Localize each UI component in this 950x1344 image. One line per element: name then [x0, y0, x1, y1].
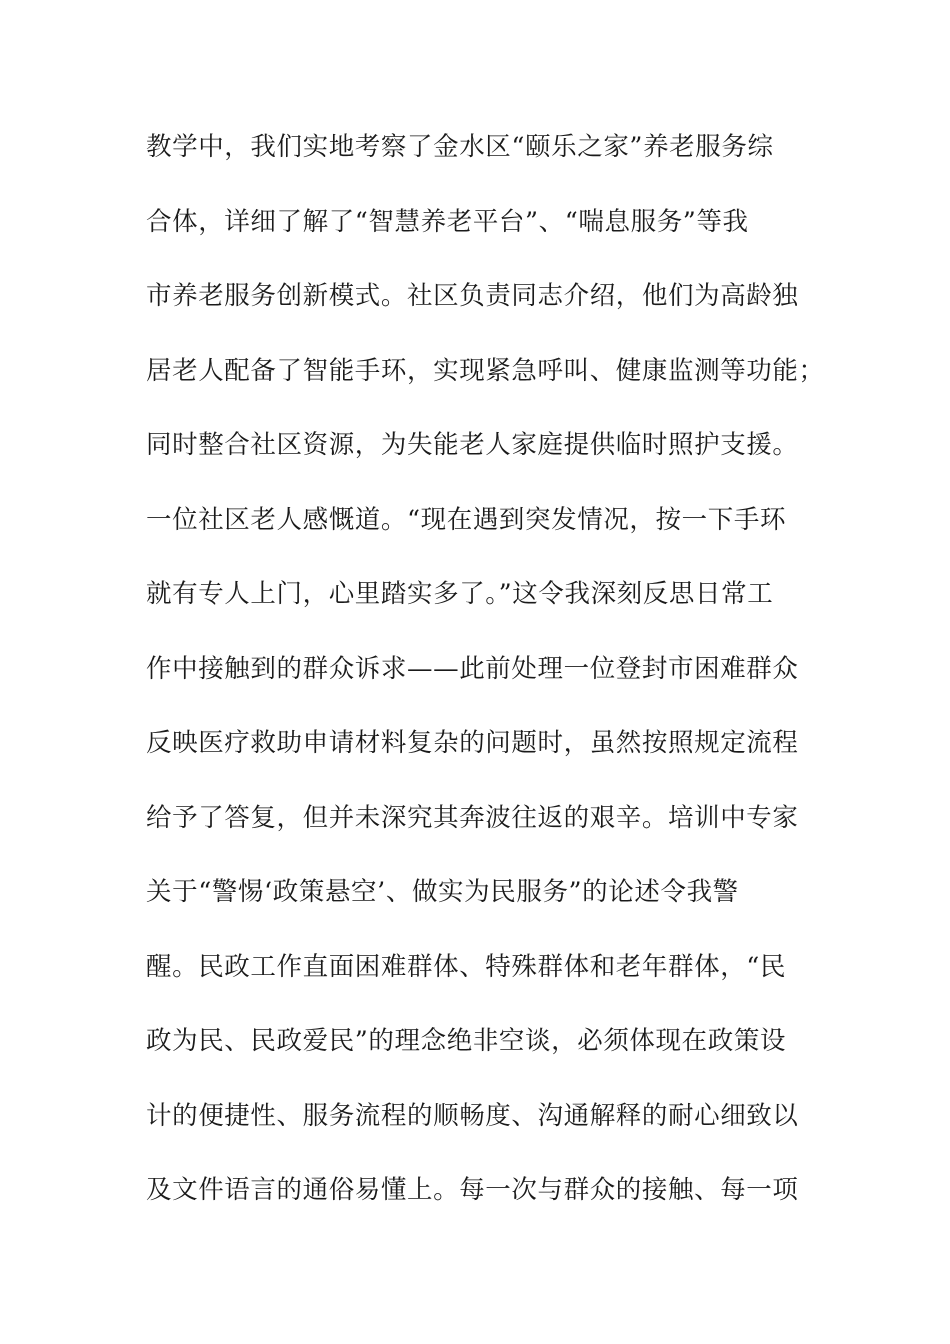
- text-line: 就有专人上门，心里踏实多了。”这令我深刻反思日常工: [146, 579, 774, 609]
- text-line: 一位社区老人感慨道。“现在遇到突发情况，按一下手环: [146, 504, 787, 535]
- text-line: 市养老服务创新模式。社区负责同志介绍，他们为高龄独: [146, 281, 799, 311]
- text-line: 作中接触到的群众诉求——此前处理一位登封市困难群众: [146, 653, 799, 684]
- text-line: 及文件语言的通俗易懂上。每一次与群众的接触、每一项: [146, 1175, 799, 1205]
- text-line: 计的便捷性、服务流程的顺畅度、沟通解释的耐心细致以: [146, 1100, 799, 1131]
- text-line: 教学中，我们实地考察了金水区“颐乐之家”养老服务综: [146, 132, 774, 162]
- text-line: 居老人配备了智能手环，实现紧急呼叫、健康监测等功能；: [146, 355, 825, 386]
- text-line: 给予了答复，但并未深究其奔波往返的艰辛。培训中专家: [146, 802, 799, 833]
- text-line: 醒。民政工作直面困难群体、特殊群体和老年群体，“民: [146, 951, 787, 982]
- text-line: 合体，详细了解了“智慧养老平台”、“喘息服务”等我: [146, 206, 749, 237]
- text-line: 政为民、民政爱民”的理念绝非空谈，必须体现在政策设: [146, 1026, 787, 1056]
- text-line: 同时整合社区资源，为失能老人家庭提供临时照护支援。: [146, 430, 799, 460]
- document-text-body: [146, 110, 825, 1228]
- text-line: 关于“警惕‘政策悬空’、做实为民服务”的论述令我警: [146, 877, 739, 907]
- text-line: 反映医疗救助申请材料复杂的问题时，虽然按照规定流程: [146, 728, 799, 758]
